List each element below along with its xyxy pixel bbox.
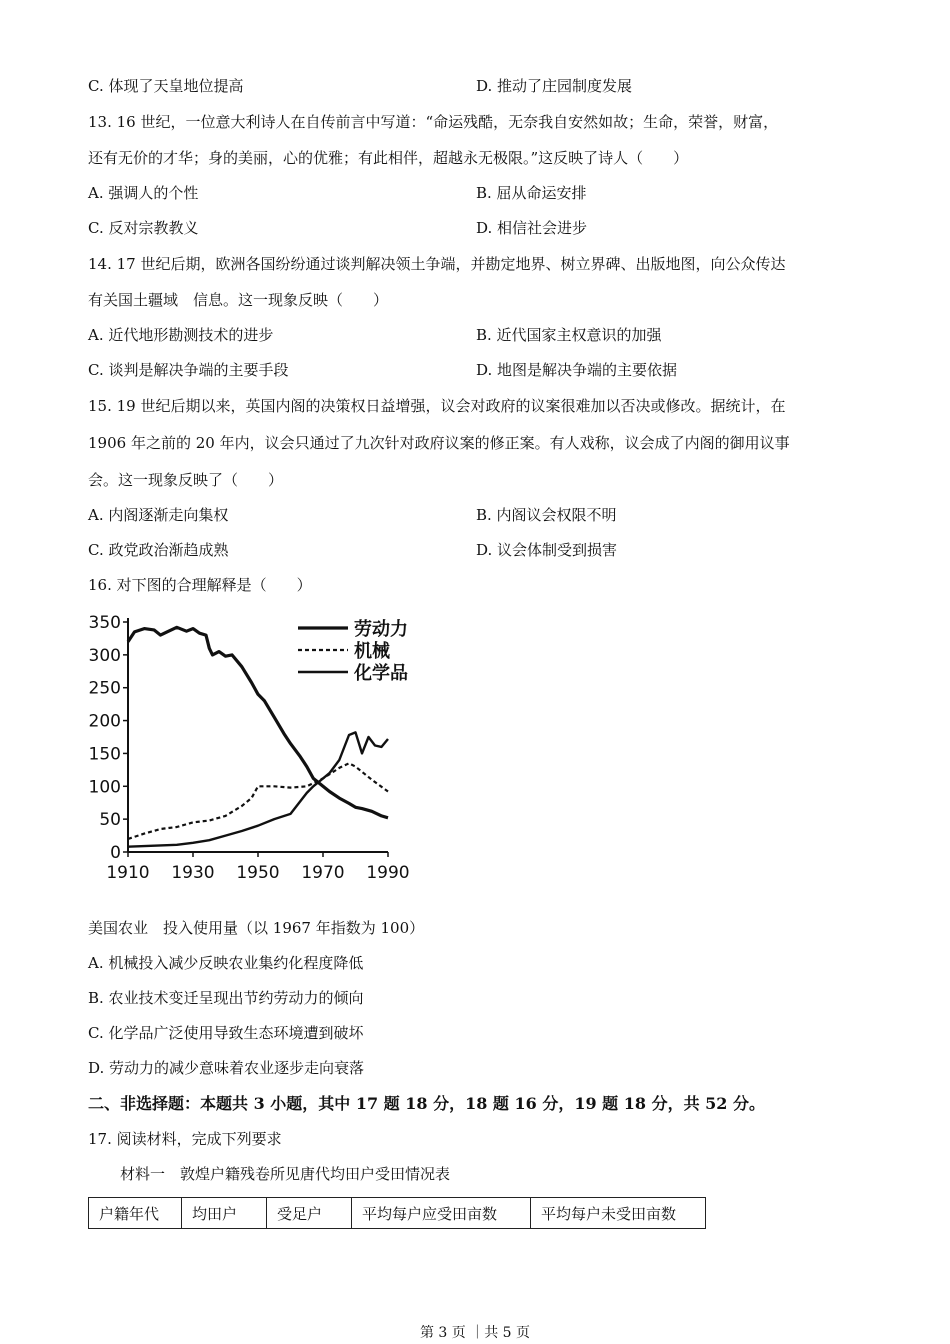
y-tick-label: 250 xyxy=(88,678,121,699)
q13-stem-line2: 还有无价的才华；身的美丽，心的优雅；有此相伴，超越永无极限。”这反映了诗人（ ） xyxy=(88,149,689,167)
q16-option-a: A. 机械投入减少反映农业集约化程度降低 xyxy=(88,954,364,972)
q16-option-b: B. 农业技术变迁呈现出节约劳动力的倾向 xyxy=(88,989,364,1007)
table-header-cell: 平均每户未受田亩数 xyxy=(531,1198,706,1229)
q14-option-c: C. 谈判是解决争端的主要手段 xyxy=(88,361,289,379)
series-line-劳动力 xyxy=(128,627,388,818)
y-tick-label: 50 xyxy=(99,810,121,831)
q15-option-c: C. 政党政治渐趋成熟 xyxy=(88,541,229,559)
chart-caption: 美国农业 投入使用量（以 1967 年指数为 100） xyxy=(88,919,425,937)
series-line-化学品 xyxy=(128,732,388,846)
table-header-cell: 均田户 xyxy=(182,1198,267,1229)
x-tick-label: 1970 xyxy=(301,863,345,883)
q15-option-d: D. 议会体制受到损害 xyxy=(476,541,618,559)
q16-option-d: D. 劳动力的减少意味着农业逐步走向衰落 xyxy=(88,1059,365,1077)
q15-stem-line3: 会。这一现象反映了（ ） xyxy=(88,471,284,489)
land-table xyxy=(88,1197,706,1229)
q13-option-b: B. 屈从命运安排 xyxy=(476,184,587,202)
legend-label: 化学品 xyxy=(354,663,408,684)
line-chart xyxy=(86,606,426,896)
q12-option-d: D. 推动了庄园制度发展 xyxy=(476,77,633,95)
legend-label: 机械 xyxy=(354,641,390,662)
y-tick-label: 100 xyxy=(88,777,121,798)
y-tick-label: 300 xyxy=(88,645,121,666)
y-tick-label: 200 xyxy=(88,711,121,732)
q15-stem-line1: 15. 19 世纪后期以来，英国内阁的决策权日益增强，议会对政府的议案很难加以否决或修改。据统计，在 xyxy=(88,397,786,415)
q16-stem: 16. 对下图的合理解释是（ ） xyxy=(88,576,312,594)
q15-option-a: A. 内阁逐渐走向集权 xyxy=(88,506,229,524)
q15-option-b: B. 内阁议会权限不明 xyxy=(476,506,617,524)
legend-label: 劳动力 xyxy=(354,619,408,640)
table-header-cell: 户籍年代 xyxy=(89,1198,182,1229)
q13-stem-line1: 13. 16 世纪，一位意大利诗人在自传前言中写道：“命运残酷，无奈我自安然如故；生命，荣誉，财富， xyxy=(88,113,779,131)
q15-stem-line2: 1906 年之前的 20 年内，议会只通过了九次针对政府议案的修正案。有人戏称，议会成了内阁的御用议事 xyxy=(88,434,790,452)
q14-option-a: A. 近代地形勘测技术的进步 xyxy=(88,326,274,344)
page-footer: 第 3 页 ｜共 5 页 xyxy=(419,1325,531,1341)
q17-stem: 17. 阅读材料，完成下列要求 xyxy=(88,1130,282,1148)
table-header-cell: 平均每户应受田亩数 xyxy=(352,1198,531,1229)
table-header-cell: 受足户 xyxy=(267,1198,352,1229)
y-tick-label: 150 xyxy=(88,744,121,765)
q13-option-d: D. 相信社会进步 xyxy=(476,219,588,237)
x-tick-label: 1930 xyxy=(171,863,215,883)
q13-option-c: C. 反对宗教教义 xyxy=(88,219,199,237)
x-tick-label: 1910 xyxy=(106,863,150,883)
section-heading: 二、非选择题：本题共 3 小题，其中 17 题 18 分，18 题 16 分，19 题 18 分，共 52 分。 xyxy=(88,1094,765,1113)
series-line-机械 xyxy=(128,763,388,839)
y-tick-label: 0 xyxy=(110,843,121,863)
q14-option-b: B. 近代国家主权意识的加强 xyxy=(476,326,662,344)
x-tick-label: 1950 xyxy=(236,863,280,883)
y-tick-label: 350 xyxy=(88,613,121,633)
q14-stem-line2: 有关国土疆域 信息。这一现象反映（ ） xyxy=(88,291,389,309)
material-title: 材料一 敦煌户籍残卷所见唐代均田户受田情况表 xyxy=(120,1165,451,1183)
q16-option-c: C. 化学品广泛使用导致生态环境遭到破坏 xyxy=(88,1024,364,1042)
q12-option-c: C. 体现了天皇地位提高 xyxy=(88,77,244,95)
x-tick-label: 1990 xyxy=(366,863,410,883)
q14-option-d: D. 地图是解决争端的主要依据 xyxy=(476,361,678,379)
table-header-row xyxy=(89,1198,706,1229)
q13-option-a: A. 强调人的个性 xyxy=(88,184,199,202)
q14-stem-line1: 14. 17 世纪后期，欧洲各国纷纷通过谈判解决领土争端，并勘定地界、树立界碑、出版地图，向公众传达 xyxy=(88,255,786,273)
